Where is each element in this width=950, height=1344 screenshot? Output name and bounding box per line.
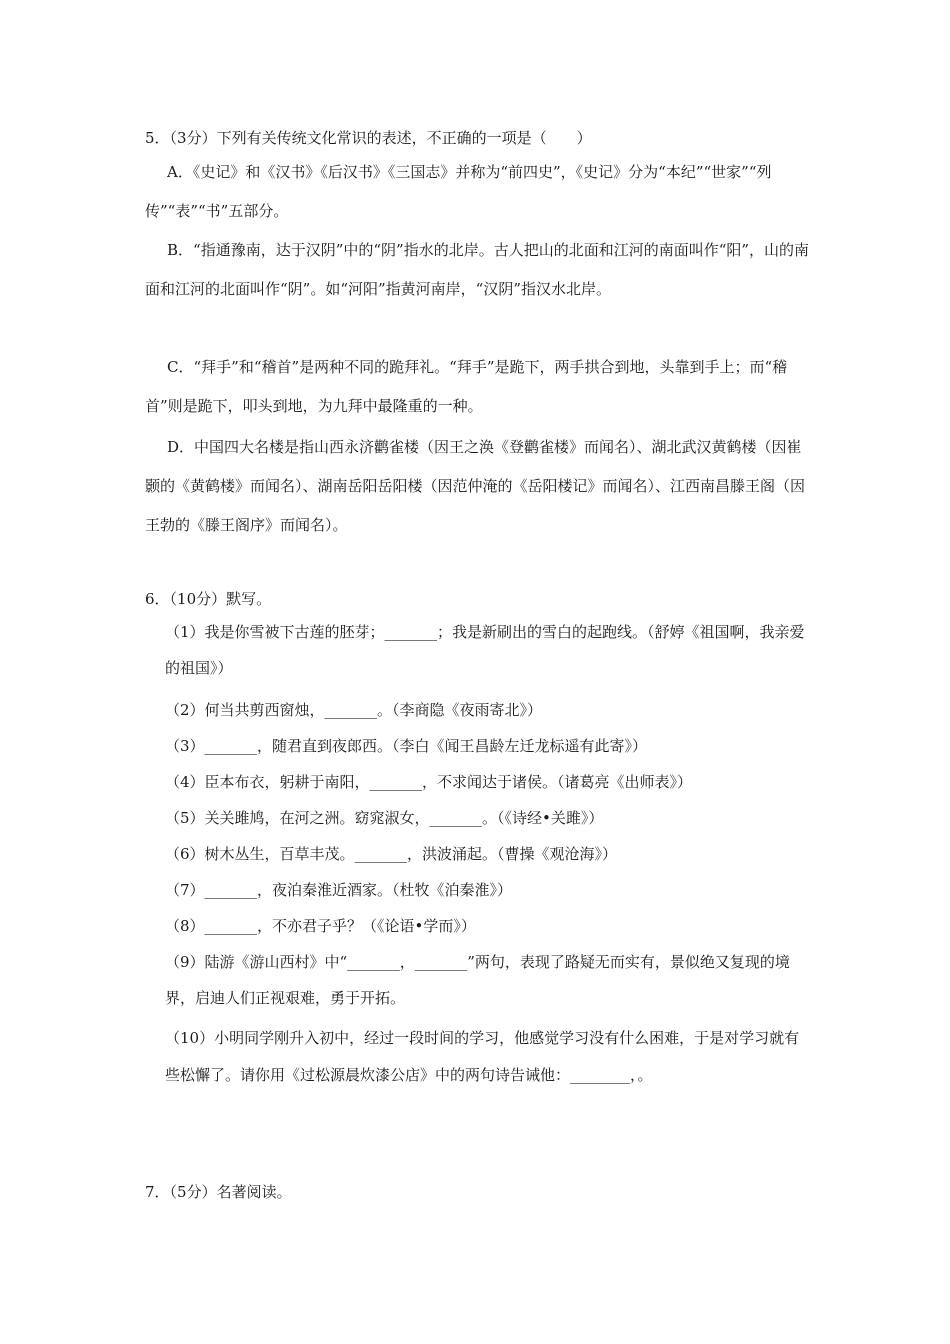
question-5-option-d: D．中国四大名楼是指山西永济鹳雀楼（因王之涣《登鹳雀楼》而闻名）、湖北武汉黄鹤楼（因崔颢的《黄鹤楼》而闻名）、湖南岳阳岳阳楼（因范仲淹的《岳阳楼记》而闻名）、江西南昌滕王阁（因王勃的《滕王阁序》而闻名）。 [145,438,806,534]
question-6-title: 6．（10分）默写。 [145,590,272,608]
dictation-item-10: （10）小明同学刚升入初中，经过一段时间的学习，他感觉学习没有什么困难，于是对学习就有些松懈了。请你用《过松源晨炊漆公店》中的两句诗告诫他：________，。 [165,1029,800,1084]
dictation-item-3: （3）_______，随君直到夜郎西。（李白《闻王昌龄左迁龙标遥有此寄》） [165,737,648,755]
dictation-item-5: （5）关关雎鸠，在河之洲。窈窕淑女，_______。（《诗经•关雎》） [165,809,604,827]
dictation-item-4: （4）臣本布衣，躬耕于南阳，_______，不求闻达于诸侯。（诸葛亮《出师表》） [165,773,693,791]
question-5-option-a: A．《史记》和《汉书》《后汉书》《三国志》并称为“前四史”，《史记》分为“本纪”“世家”“列传”“表”“书”五部分。 [145,163,772,220]
dictation-item-9: （9）陆游《游山西村》中“_______，_______”两句，表现了路疑无而实有，景似绝又复现的境界，启迪人们正视艰难，勇于开拓。 [165,953,790,1007]
dictation-item-1: （1）我是你雪被下古莲的胚芽；_______；我是新刷出的雪白的起跑线。（舒婷《祖国啊，我亲爱的祖国》） [165,623,805,677]
dictation-item-7: （7）_______，夜泊秦淮近酒家。（杜牧《泊秦淮》） [165,881,513,899]
dictation-item-2: （2）何当共剪西窗烛，_______。（李商隐《夜雨寄北》） [165,701,543,719]
question-5-title: 5．（3分）下列有关传统文化常识的表述，不正确的一项是（ ） [145,129,592,147]
question-5-option-c: C．“拜手”和“稽首”是两种不同的跪拜礼。“拜手”是跪下，两手拱合到地，头靠到手上；而“稽首”则是跪下，叩头到地，为九拜中最隆重的一种。 [145,358,788,415]
question-7-title: 7．（5分）名著阅读。 [145,1183,292,1201]
dictation-item-8: （8）_______，不亦君子乎？（《论语•学而》） [165,917,476,935]
question-5-option-b: B．“指通豫南，达于汉阴”中的“阴”指水的北岸。古人把山的北面和江河的南面叫作“阳”，山的南面和江河的北面叫作“阴”。如“河阳”指黄河南岸，“汉阴”指汉水北岸。 [145,241,810,298]
dictation-item-6: （6）树木丛生，百草丰茂。_______，洪波涌起。（曹操《观沧海》） [165,845,618,863]
